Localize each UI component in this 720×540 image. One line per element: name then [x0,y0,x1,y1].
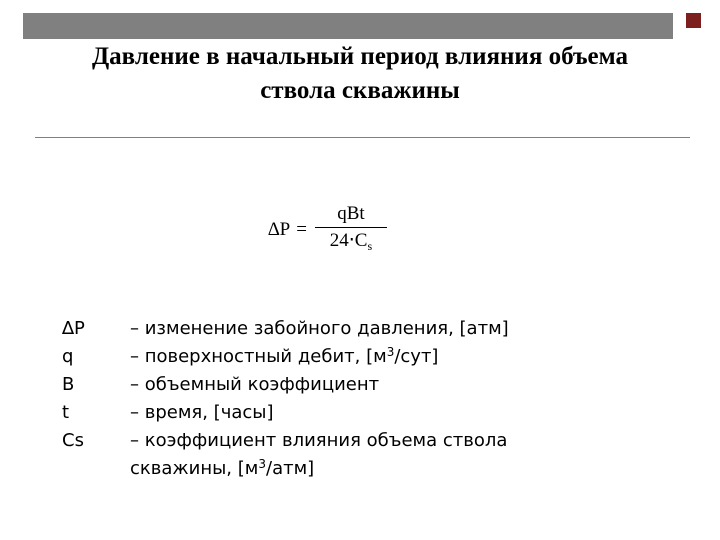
definition-text-after: /сут] [394,346,439,367]
definition-row [62,343,590,371]
pressure-formula [268,205,387,255]
definition-symbol: B [62,374,75,395]
definition-text: – время, [часы] [130,402,274,423]
definition-text: – объемный коэффициент [130,374,380,395]
slide-title [20,40,700,108]
definition-text-before: – коэффициент влияния объема ствола скважины, [м [130,430,508,479]
definition-symbol: ∆P [62,318,85,339]
slide-title-line-1: Давление в начальный период влияния объема [91,43,629,70]
definition-row [62,315,590,343]
definition-text [130,343,590,371]
formula-denominator [326,228,376,257]
definition-text [130,427,590,483]
definition-row [62,371,590,399]
formula-denominator-main: 24⋅C [329,230,368,251]
definition-text-before: – поверхностный дебит, [м [130,346,387,367]
definitions-list [62,315,590,483]
formula-numerator: qBt [337,203,365,224]
definition-symbol: t [62,402,70,423]
top-decorative-bar [23,13,673,39]
definition-superscript: 3 [386,345,395,359]
title-divider [35,137,690,138]
corner-square-icon [686,13,701,28]
slide-title-line-2: ствола скважины [260,77,460,104]
definition-row [62,399,590,427]
formula-equals: = [296,219,307,240]
definition-superscript: 3 [258,457,266,471]
definition-symbol: Cs [62,430,84,451]
definition-symbol: q [62,346,74,367]
definition-text-after: /атм] [266,458,315,479]
formula-denominator-subscript: s [367,239,373,253]
formula-lhs: ∆P [268,219,291,240]
definition-text: – изменение забойного давления, [атм] [130,318,509,339]
formula-fraction [315,203,387,257]
definition-row [62,427,590,483]
